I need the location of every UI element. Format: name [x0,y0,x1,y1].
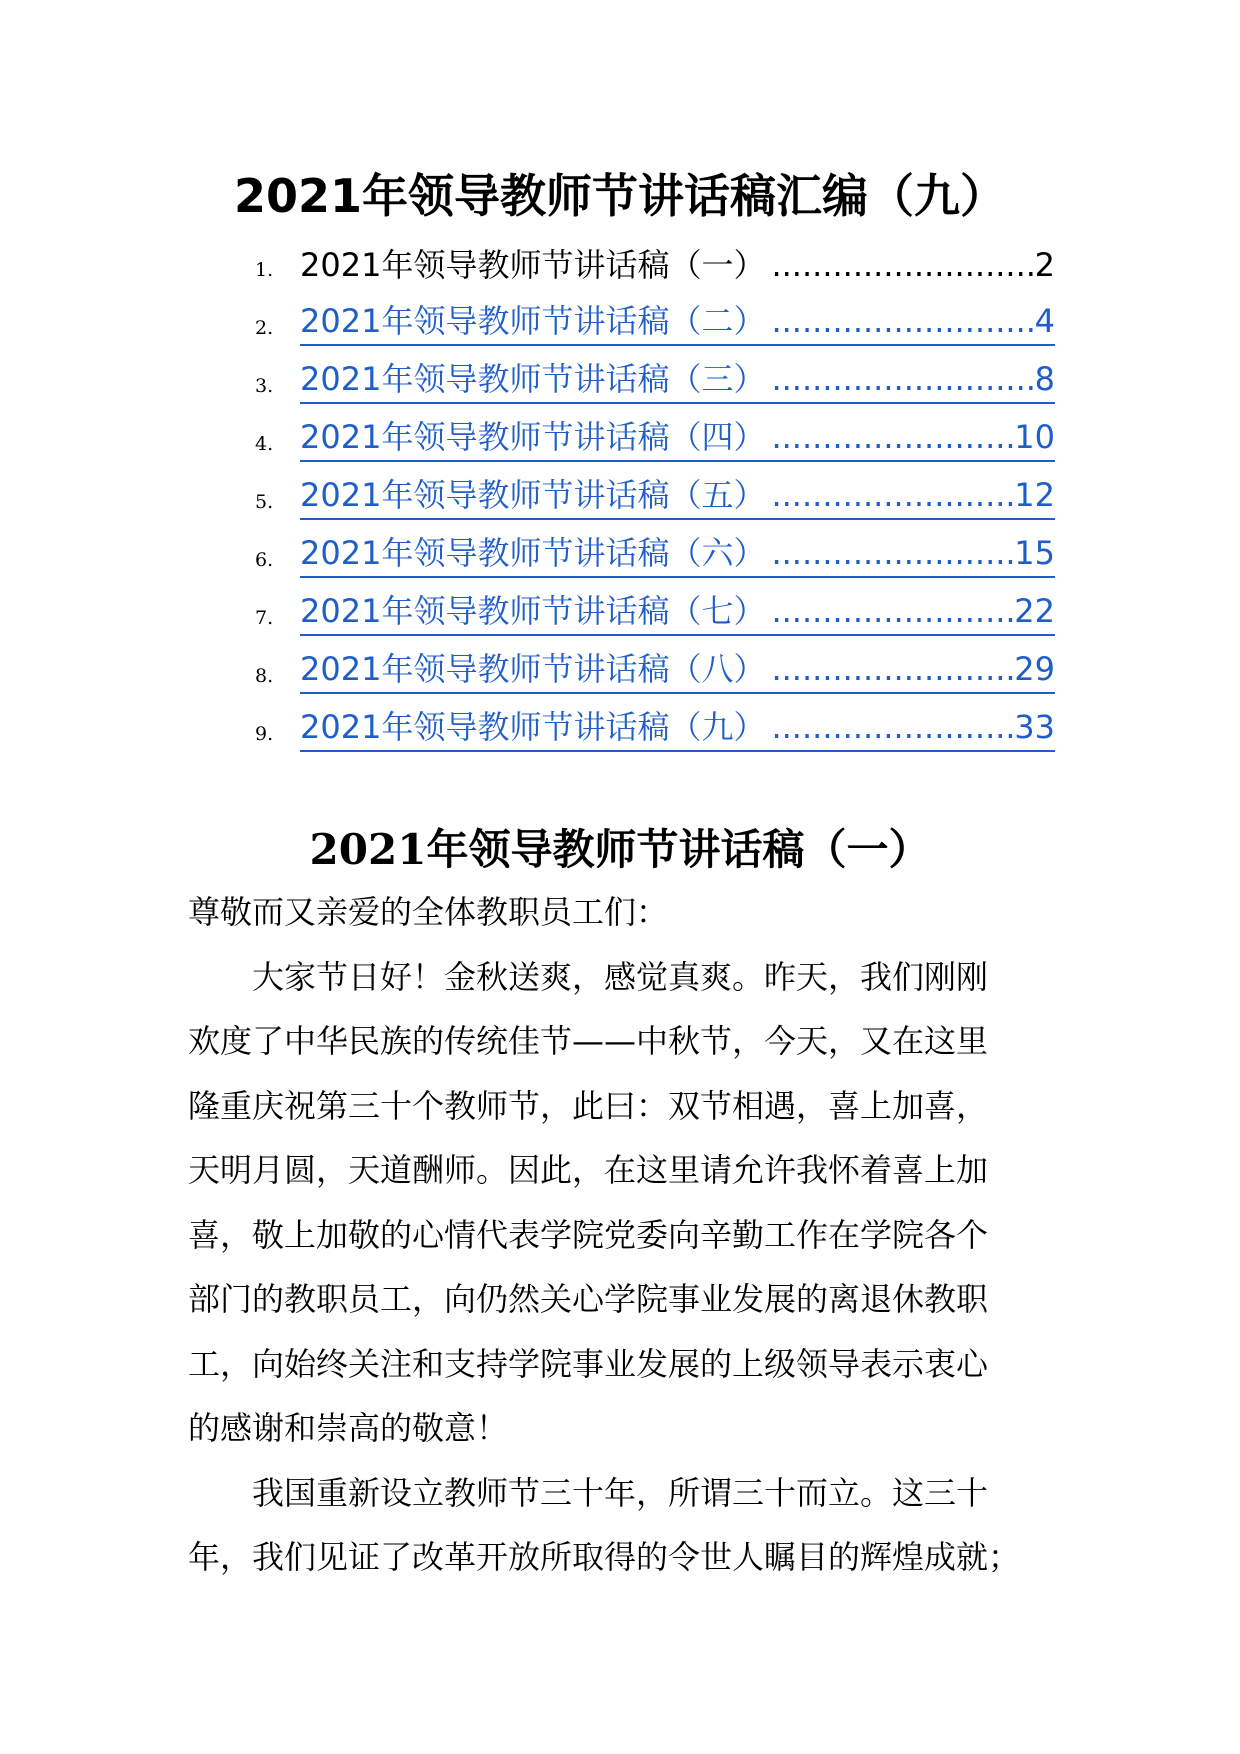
toc-page-number: 4 [1034,302,1055,340]
toc-item [0,414,1240,464]
paragraph [188,945,1028,1461]
toc-label: 2021年领导教师节讲话稿（一） [300,246,766,284]
document-title: 2021年领导教师节讲话稿汇编（九） [233,169,1007,223]
toc-leader-dots [765,301,1034,341]
toc-item-number: 9. [255,723,274,745]
toc-link[interactable] [300,472,1055,520]
toc-item-number: 3. [255,375,274,397]
toc-item-number: 5. [255,491,274,513]
toc-entry [300,240,1055,290]
paragraph-line: 天明月圆，天道酬师。因此，在这里请允许我怀着喜上加 [188,1151,989,1189]
toc-page-number: 15 [1014,534,1055,572]
paragraph [188,1461,1028,1590]
toc-item-number: 1. [255,259,274,281]
salutation: 尊敬而又亲爱的全体教职员工们： [188,893,669,931]
toc-label: 2021年领导教师节讲话稿（三） [300,360,766,398]
paragraph-line: 欢度了中华民族的传统佳节——中秋节，今天，又在这里 [188,1022,989,1060]
paragraphs [188,945,1028,1590]
toc-item [0,646,1240,696]
paragraph-line: 工，向始终关注和支持学院事业发展的上级领导表示衷心 [188,1344,989,1383]
toc-item [0,298,1240,348]
paragraph-line: 的感谢和崇高的敬意！ [188,1409,509,1447]
toc-label: 2021年领导教师节讲话稿（八） [300,650,766,688]
toc-link[interactable] [300,298,1055,346]
toc-leader-dots [765,475,1014,515]
paragraph-line: 年，我们见证了改革开放所取得的令世人瞩目的辉煌成就； [188,1538,1021,1576]
speech-body [188,880,1028,1590]
toc-link[interactable] [300,530,1055,578]
toc-page-number: 8 [1034,360,1055,398]
toc-item [0,472,1240,522]
toc-leader-dots [765,591,1014,631]
toc-item-number: 7. [255,607,274,629]
toc-link[interactable] [300,414,1055,462]
toc-label: 2021年领导教师节讲话稿（六） [300,534,766,572]
toc-link[interactable] [300,588,1055,636]
toc-page-number: 33 [1014,708,1055,746]
toc-page-number: 2 [1034,246,1055,284]
toc-item [0,704,1240,754]
toc-item-number: 4. [255,433,274,455]
toc-item-number: 2. [255,317,274,339]
paragraph-line: 大家节日好！金秋送爽，感觉真爽。昨天，我们刚刚 [252,957,989,996]
toc-page-number: 22 [1014,592,1055,630]
toc-item [0,530,1240,580]
toc-page-number: 10 [1014,418,1055,456]
toc-label: 2021年领导教师节讲话稿（七） [300,592,766,630]
toc-label: 2021年领导教师节讲话稿（四） [300,418,766,456]
toc-leader-dots [765,417,1014,457]
toc-link[interactable] [300,646,1055,694]
toc-label: 2021年领导教师节讲话稿（五） [300,476,766,514]
toc-leader-dots [765,649,1014,689]
paragraph-line: 部门的教职员工，向仍然关心学院事业发展的离退休教职 [188,1280,989,1318]
toc-leader-dots [765,245,1034,285]
paragraph-line: 喜，敬上加敬的心情代表学院党委向辛勤工作在学院各个 [188,1215,989,1254]
toc-page-number: 12 [1014,476,1055,514]
toc-item-number: 6. [255,549,274,571]
toc-page-number: 29 [1014,650,1055,688]
toc-leader-dots [765,707,1014,747]
toc-item [0,240,1240,290]
toc-item [0,588,1240,638]
paragraph-line: 隆重庆祝第三十个教师节，此曰：双节相遇，喜上加喜， [188,1086,989,1125]
section-title: 2021年领导教师节讲话稿（一） [309,825,931,874]
toc-label: 2021年领导教师节讲话稿（九） [300,708,766,746]
paragraph-line: 我国重新设立教师节三十年，所谓三十而立。这三十 [252,1473,989,1512]
toc-link[interactable] [300,704,1055,752]
toc-leader-dots [765,533,1014,573]
toc-link[interactable] [300,356,1055,404]
toc-item-number: 8. [255,665,274,687]
toc-leader-dots [765,359,1034,399]
toc-label: 2021年领导教师节讲话稿（二） [300,302,766,340]
toc-item [0,356,1240,406]
